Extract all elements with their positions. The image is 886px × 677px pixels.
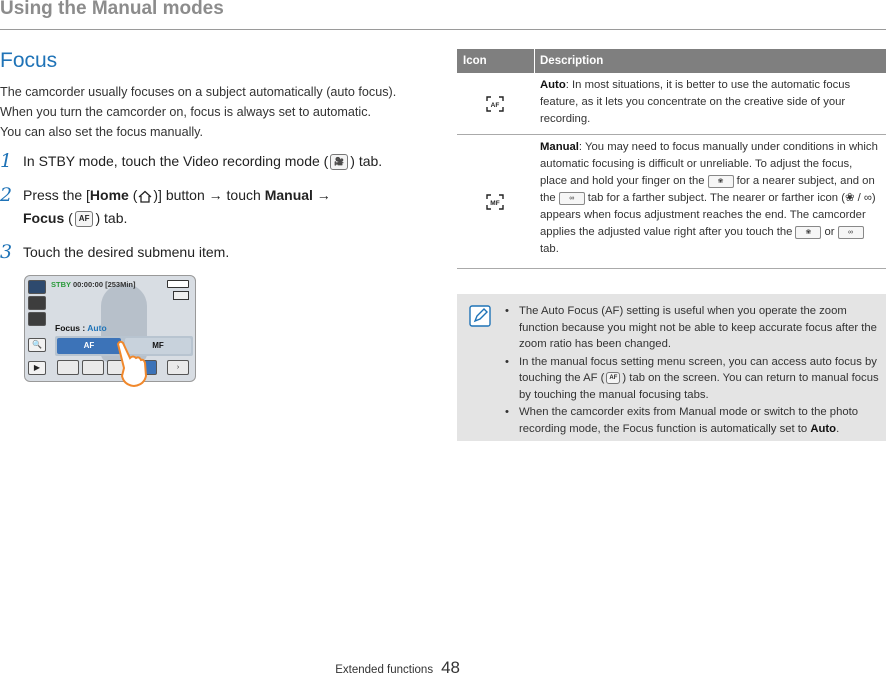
camcorder-screen — [24, 275, 196, 382]
far-focus-icon: ∞ — [559, 192, 585, 205]
svg-text:AF: AF — [490, 101, 500, 109]
step-text: In STBY mode, touch the Video recording mode ( — [23, 153, 329, 169]
note-text: . — [836, 422, 840, 435]
mode-column — [28, 280, 46, 328]
battery-icon — [167, 280, 189, 288]
description-text: / — [854, 192, 864, 204]
note-item — [504, 354, 882, 404]
note-list — [504, 303, 882, 438]
auto-focus-icon: AF — [75, 211, 94, 227]
step-number: 2 — [0, 184, 13, 206]
description-text: or — [824, 226, 835, 238]
far-focus-icon: ∞ — [838, 226, 864, 239]
tab-manual-focus[interactable]: MF — [125, 338, 191, 354]
note-text: In the manual focus setting menu screen, you can access auto focus by touching the AF ( — [519, 355, 877, 384]
icon-cell — [457, 135, 534, 268]
far-icon: ∞ — [863, 192, 872, 204]
focus-value: Auto — [87, 323, 107, 333]
note-bold: Auto — [810, 422, 837, 435]
step-number: 3 — [0, 241, 13, 263]
step-number: 1 — [0, 150, 13, 172]
zoom-icon[interactable]: 🔍 — [28, 338, 46, 352]
exposure-button[interactable] — [82, 360, 104, 375]
near-icon: ❀ — [844, 192, 855, 204]
manual-focus-icon — [486, 194, 504, 210]
menu-button[interactable] — [57, 360, 79, 375]
section-title: Focus — [0, 49, 58, 72]
focus-label-text: Focus : — [55, 323, 88, 333]
page-footer — [335, 658, 460, 677]
term-manual: Manual — [540, 141, 579, 153]
note-text: When the camcorder exits from Manual mode or switch to the photo recording mode, the Focus function is automatically set to — [519, 406, 859, 435]
next-button[interactable]: › — [167, 360, 189, 375]
step-text: → — [312, 187, 331, 203]
video-mode-icon: 🎥 — [330, 154, 348, 170]
step-text: ( — [128, 187, 138, 203]
column-header-description: Description — [540, 55, 604, 67]
description-text: tab. — [540, 243, 559, 255]
table-row — [457, 135, 886, 269]
term-auto: Auto — [540, 79, 566, 91]
page-title: Using the Manual modes — [0, 0, 224, 19]
steps-list — [0, 150, 440, 275]
description-text: : You may need to focus manually under conditions in which automatic focusing is difficult or unreliable. To adjust the focus, place and hold your finger on the — [540, 141, 878, 187]
video-mode-button[interactable] — [28, 280, 46, 294]
photo-mode-button[interactable] — [28, 296, 46, 310]
table-header — [457, 49, 886, 73]
column-header-icon: Icon — [463, 55, 487, 67]
svg-text:MF: MF — [490, 199, 500, 207]
step-1 — [0, 150, 440, 173]
step-text: ) tab. — [95, 210, 128, 226]
auto-focus-icon — [486, 96, 504, 112]
description-text: : In most situations, it is better to use the automatic focus feature, as it lets you concentrate on the creative side of your recording. — [540, 79, 851, 125]
step-text: Press the [ — [23, 187, 90, 203]
step-text: Touch the desired submenu item. — [23, 244, 230, 260]
description-text: tab for a farther subject. The nearer or farther icon ( — [587, 192, 845, 204]
description-text: for a nearer subject, and on the — [540, 175, 875, 204]
note-box — [457, 294, 886, 441]
auto-focus-icon: AF — [606, 372, 620, 384]
focus-table — [457, 49, 886, 269]
home-icon — [137, 187, 153, 203]
note-item — [504, 404, 882, 437]
manual-label: Manual — [264, 187, 313, 203]
note-text: ) tab on the screen. You can return to manual focus by touching the manual focusing tabs. — [519, 372, 879, 401]
page-number: 48 — [441, 658, 460, 677]
step-3 — [0, 241, 440, 264]
step-text: )] button → touch — [153, 187, 265, 203]
stby-label: STBY — [51, 280, 71, 289]
play-icon[interactable]: ▶ — [28, 361, 46, 375]
intro-text — [0, 82, 440, 142]
description-text: ) appears when focus adjustment reaches the end. The camcorder applies the adjusted value right after you touch the — [540, 192, 876, 238]
step-2 — [0, 184, 440, 230]
time-readout: 00:00:00 [253Min] — [72, 280, 136, 289]
footer-section: Extended functions — [335, 664, 434, 676]
note-icon — [469, 305, 491, 327]
tab-auto-focus[interactable]: AF — [57, 338, 121, 354]
page-header — [0, 0, 886, 30]
intro-line: The camcorder usually focuses on a subject automatically (auto focus). — [0, 85, 397, 99]
note-item: • The Auto Focus (AF) setting is useful when you operate the zoom function because you might not be able to keep accurate focus after the zoom ratio has been changed. — [504, 303, 882, 353]
description-cell — [540, 73, 886, 134]
icon-cell — [457, 73, 534, 134]
pointing-hand-icon — [112, 338, 150, 388]
status-readout — [51, 280, 136, 289]
camera-mode-button[interactable] — [28, 312, 46, 326]
near-focus-icon: ❀ — [795, 226, 821, 239]
intro-line: When you turn the camcorder on, focus is always set to automatic. — [0, 105, 371, 119]
step-text: ( — [64, 210, 73, 226]
table-row — [457, 73, 886, 135]
header-divider — [534, 49, 535, 73]
storage-icon — [173, 291, 189, 300]
near-focus-icon: ❀ — [708, 175, 734, 188]
focus-readout — [55, 323, 107, 333]
step-text: ) tab. — [350, 153, 383, 169]
home-label: Home — [89, 187, 129, 203]
description-cell — [540, 135, 886, 264]
focus-label: Focus — [23, 210, 65, 226]
intro-line: You can also set the focus manually. — [0, 125, 204, 139]
